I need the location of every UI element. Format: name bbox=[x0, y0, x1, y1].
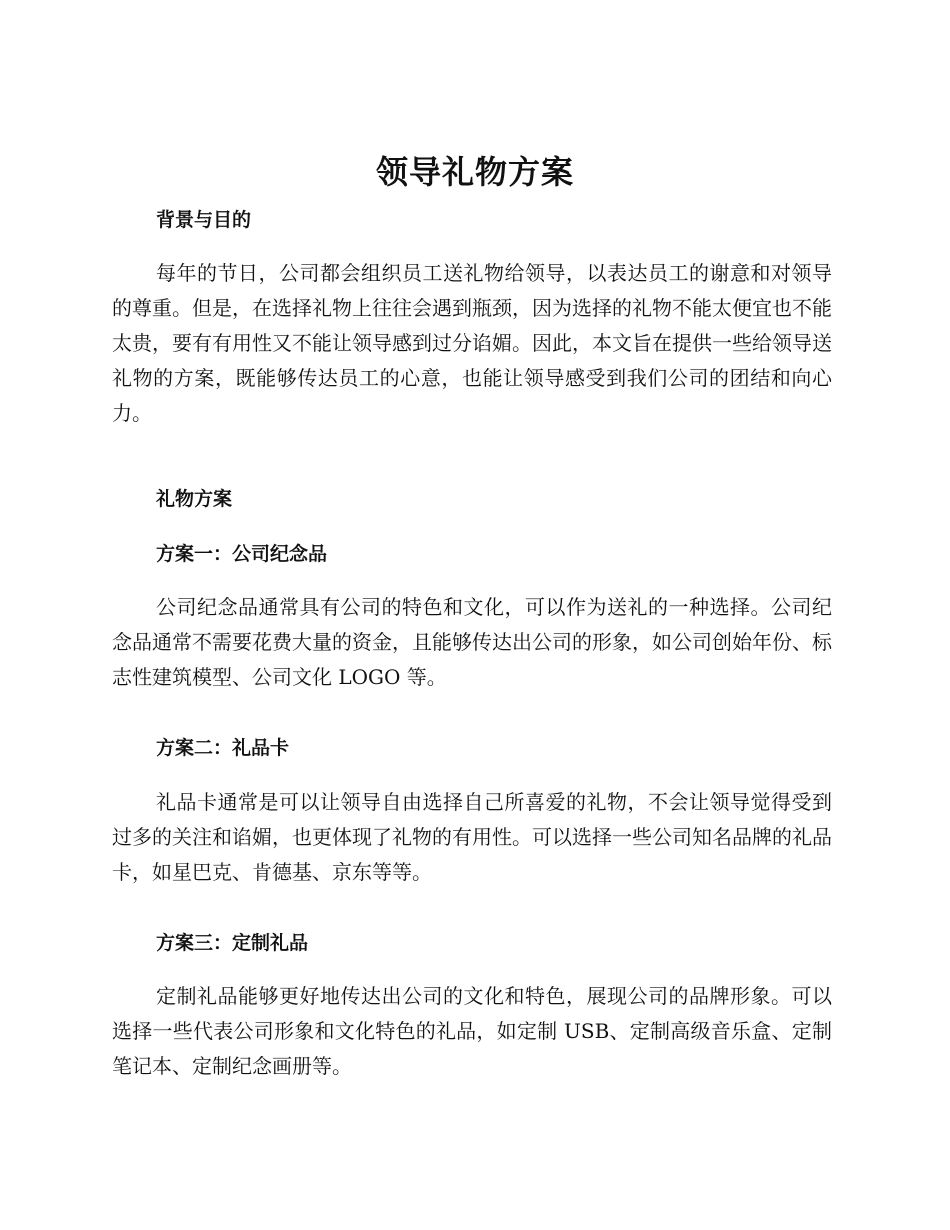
plan-two-paragraph: 礼品卡通常是可以让领导自由选择自己所喜爱的礼物，不会让领导觉得受到过多的关注和谄媚，也更体现了礼物的有用性。可以选择一些公司知名品牌的礼品卡，如星巴克、肯德基、京东等等。 bbox=[112, 790, 832, 884]
plan-one-paragraph: 公司纪念品通常具有公司的特色和文化，可以作为送礼的一种选择。公司纪念品通常不需要花费大量的资金，且能够传达出公司的形象，如公司创始年份、标志性建筑模型、公司文化 LOGO 等。 bbox=[112, 595, 832, 689]
plans-heading: 礼物方案 bbox=[156, 488, 233, 510]
plan-one-heading: 方案一：公司纪念品 bbox=[156, 543, 328, 565]
plan-three-heading: 方案三：定制礼品 bbox=[156, 932, 309, 954]
plan-three-paragraph: 定制礼品能够更好地传达出公司的文化和特色，展现公司的品牌形象。可以选择一些代表公司形象和文化特色的礼品，如定制 USB、定制高级音乐盒、定制笔记本、定制纪念画册等。 bbox=[112, 984, 832, 1078]
background-paragraph: 每年的节日，公司都会组织员工送礼物给领导，以表达员工的谢意和对领导的尊重。但是，在选择礼物上往往会遇到瓶颈，因为选择的礼物不能太便宜也不能太贵，要有有用性又不能让领导感到过分谄媚。因此，本文旨在提供一些给领导送礼物的方案，既能够传达员工的心意，也能让领导感受到我们公司的团结和向心力。 bbox=[112, 261, 832, 425]
plan-two-heading: 方案二：礼品卡 bbox=[156, 737, 290, 759]
document-title: 领导礼物方案 bbox=[375, 153, 574, 191]
background-heading: 背景与目的 bbox=[156, 209, 252, 231]
